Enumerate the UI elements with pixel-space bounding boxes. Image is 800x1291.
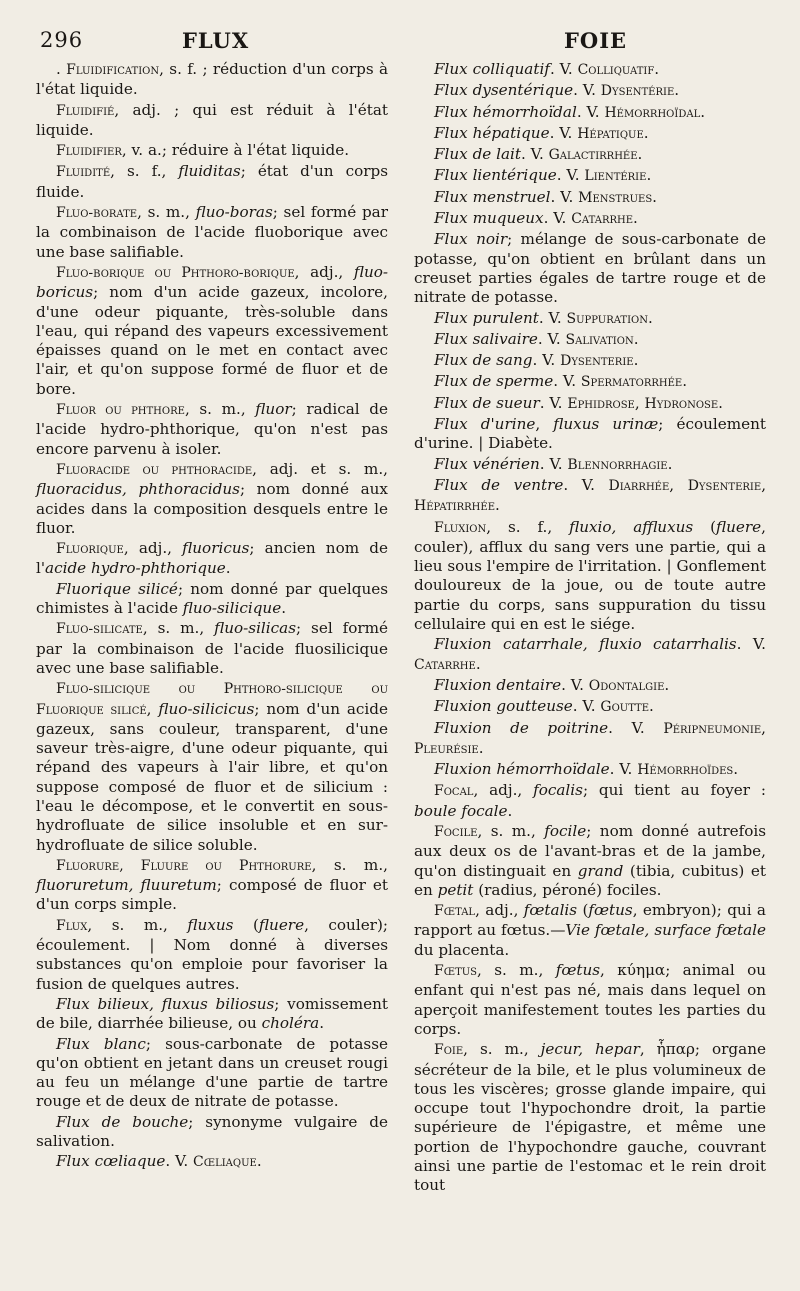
- entry-text: .: [637, 145, 643, 164]
- dictionary-entry: [414, 961, 766, 1039]
- headword: Fluor ou phthore: [56, 402, 185, 419]
- entry-text: . V.: [549, 60, 578, 78]
- entry-text: , adj. et s. m.,: [252, 459, 388, 478]
- italic-term: fluor: [255, 400, 292, 419]
- italic-term: fluiditas: [178, 162, 241, 181]
- entry-text: ; état d'un corps fluide.: [36, 162, 388, 201]
- entry-text: .: [700, 102, 706, 121]
- entry-text: .: [682, 372, 688, 391]
- entry-text: .: [507, 801, 513, 820]
- entry-text: , s. m.,: [137, 203, 196, 222]
- entry-text: ; sel formé par la combinaison de l'acide fluosilicique avec une base salifiable.: [36, 619, 388, 677]
- dictionary-entry: [414, 372, 766, 392]
- dictionary-entry: [414, 60, 766, 80]
- headword: Fluxion: [434, 519, 487, 536]
- dictionary-entry: [414, 351, 766, 371]
- entry-text: .: [633, 329, 639, 348]
- italic-term: Fluxion hémorrhoïdale: [434, 760, 610, 779]
- entry-text: ,: [634, 393, 645, 412]
- entry-text: ,: [146, 699, 159, 718]
- headword: Hydronose: [644, 395, 719, 412]
- italic-term: fluere: [258, 915, 305, 934]
- dictionary-entry: [414, 124, 766, 144]
- dictionary-entry: [414, 760, 766, 780]
- italic-term: fluoruretum, fluuretum: [36, 876, 217, 895]
- headword: Odontalgie: [588, 677, 665, 694]
- page-header: [36, 28, 766, 58]
- dictionary-entry: [414, 394, 766, 414]
- entry-text: , s. m.,: [311, 855, 388, 874]
- italic-term: fluoracidus, phthoracidus: [36, 480, 240, 499]
- right-column: [414, 60, 766, 1197]
- entry-text: ,: [761, 718, 766, 737]
- headword: Catarrhe: [571, 211, 634, 228]
- entry-text: ; sel formé par la combinaison de l'acide fluoborique avec une base salifiable.: [36, 203, 388, 261]
- entry-text: . V.: [561, 675, 589, 694]
- italic-term: Flux de bouche: [56, 1112, 189, 1131]
- headword: Dysenterie: [687, 477, 762, 494]
- headword: Spermatorrhée: [580, 374, 683, 391]
- headword: Hépatirrhée: [414, 498, 495, 515]
- entry-text: . V.: [550, 187, 579, 206]
- italic-term: Flux colliquatif: [434, 60, 550, 78]
- entry-text: .: [733, 760, 739, 779]
- headword: Dysentérie: [600, 83, 675, 100]
- entry-text: ; nom donné aux acides dans la composition desquels entre le fluor.: [36, 480, 388, 537]
- entry-text: .: [56, 60, 67, 78]
- dictionary-entry: [36, 400, 388, 459]
- entry-text: ; composé de fluor et d'un corps simple.: [36, 876, 388, 914]
- entry-text: ; vomissement de bile, diarrhée bilieuse, ou: [36, 994, 388, 1033]
- entry-text: ; sous-carbonate de potasse qu'on obtient en jetant dans un creuset rougi au feu un mélange d'une partie de tartre rouge et de deux de nitrate de potasse.: [36, 1034, 388, 1111]
- entry-text: ; nom d'un acide gazeux, sans couleur, transparent, d'une saveur très-aigre, d'une odeur piquante, qui répand des vapeurs à l'air libre, et qu'on suppose composé de fluor et de silicium : l'eau le décompose, et le convertit en sous-hydrofluate de silice insoluble et en sur-hydrofluate de silice soluble.: [36, 699, 389, 854]
- italic-term: Flux bilieux, fluxus biliosus: [56, 994, 275, 1013]
- dictionary-entry: [414, 635, 766, 675]
- italic-term: Fluxion de poitrine: [434, 718, 609, 737]
- headword: Dysenterie: [560, 353, 634, 370]
- entry-text: .: [319, 1014, 325, 1033]
- dictionary-entry: [414, 455, 766, 475]
- entry-text: . V.: [532, 351, 561, 370]
- headword: Fœtal: [434, 903, 476, 920]
- entry-text: . V.: [549, 123, 578, 142]
- headword: Diarrhée: [608, 477, 670, 494]
- headword: Fluo-borique ou Phthoro-borique: [56, 264, 295, 281]
- entry-text: . V.: [165, 1152, 193, 1171]
- entry-text: . V.: [572, 697, 601, 716]
- italic-term: fœtus: [555, 961, 601, 980]
- entry-text: ; qui tient au foyer :: [582, 781, 766, 800]
- entry-text: , v. a.; réduire à l'état liquide.: [121, 141, 350, 160]
- italic-term: focalis: [533, 781, 583, 800]
- dictionary-entry: [36, 162, 388, 202]
- italic-term: fluo-boricus: [36, 262, 388, 302]
- dictionary-entry: [414, 145, 766, 165]
- entry-text: ; nom donné autrefois aux deux os de l'avant-bras et de la jambe, qu'on distinguait en: [414, 821, 766, 880]
- italic-term: Flux cœliaque: [56, 1152, 166, 1171]
- dictionary-entry: [36, 141, 388, 161]
- italic-term: Flux blanc: [56, 1034, 146, 1053]
- entry-text: . V.: [553, 372, 581, 391]
- dictionary-entry: [414, 209, 766, 229]
- entry-text: du placenta.: [414, 940, 510, 959]
- entry-text: , adj.,: [475, 901, 524, 920]
- dictionary-entry: [36, 263, 388, 399]
- italic-term: jecur, hepar: [540, 1040, 640, 1059]
- entry-text: . V.: [576, 102, 605, 121]
- entry-text: , κύημα; animal ou enfant qui n'est pas né, mais dans lequel on aperçoit manifestement toutes les parties du corps.: [414, 961, 766, 1038]
- dictionary-entry: [36, 995, 388, 1034]
- headword: Hépatique: [577, 125, 644, 142]
- headword: Fluidification: [66, 62, 160, 78]
- headword: Péripneumonie: [663, 720, 762, 737]
- headword: Fluorure, Fluure ou Phthorure: [56, 857, 312, 874]
- entry-text: , s. m.,: [477, 961, 556, 980]
- dictionary-entry: [36, 1113, 388, 1152]
- entry-text: .: [633, 351, 639, 370]
- entry-text: .: [281, 599, 287, 618]
- dictionary-entry: [36, 60, 388, 100]
- entry-text: .: [674, 81, 680, 100]
- entry-text: , s. f.,: [110, 162, 179, 181]
- headword: Lientérie: [584, 168, 647, 185]
- entry-text: . V.: [543, 209, 572, 228]
- headword: Fluidifier: [56, 143, 122, 160]
- headword: Colliquatif: [577, 62, 655, 78]
- italic-term: fluo-silicique: [182, 599, 282, 618]
- headword: Fluoracide ou phthoracide: [56, 461, 253, 478]
- entry-text: ; radical de l'acide hydro-phthorique, qu'on n'est pas encore parvenu à isoler.: [36, 400, 388, 458]
- entry-text: , ἧπαρ; organe sécréteur de la bile, et le plus volumineux de tous les viscères; grosse glande impaire, qui occupe tout l'hypochondre droit, la partie supérieure de l'épigastre, et même une portion de l'hypochondre gauche, couvrant ainsi une partie de l'estomac et le rein droit tout: [414, 1040, 766, 1195]
- entry-text: , s. m.,: [477, 821, 545, 840]
- left-column: [36, 60, 388, 1197]
- italic-term: fœtalis: [523, 901, 578, 920]
- entry-text: . V.: [539, 393, 568, 412]
- dictionary-entry: [414, 518, 766, 635]
- entry-text: .: [664, 675, 670, 694]
- italic-term: Fluxion catarrhale, fluxio catarrhalis: [434, 635, 737, 654]
- italic-term: acide hydro-phthorique: [45, 559, 226, 578]
- entry-text: , s. m.,: [142, 619, 215, 638]
- dictionary-entry: [414, 230, 766, 307]
- headword: Catarrhe: [414, 656, 476, 673]
- entry-text: .: [495, 496, 500, 515]
- headword: Ephidrose: [567, 395, 635, 412]
- entry-text: ; nom d'un acide gazeux, incolore, d'une odeur piquante, très-soluble dans l'eau, qui répand des vapeurs excessivement épaisses quand on le met en contact avec l'air, et qu'on suppose formé de fluor et de bore.: [36, 283, 388, 398]
- dictionary-entry: [414, 81, 766, 101]
- entry-text: .: [718, 393, 723, 412]
- italic-term: Fluorique silicé: [56, 579, 178, 598]
- entry-text: (tibia, cubitus) et en: [414, 861, 766, 899]
- italic-term: fluoricus: [182, 539, 250, 558]
- entry-text: , s. m.,: [87, 915, 188, 934]
- entry-text: , couler), afflux du sang vers une partie, qui a lieu sous l'empire de l'irritation. | Gonflement douloureux de la joue, ou de toute autre partie du corps, sans suppuration du tissu cellulaire qui en est le siége.: [414, 517, 766, 634]
- headword: Galactirrhée: [548, 147, 638, 164]
- entry-text: .: [478, 738, 484, 757]
- entry-text: , s. m.,: [463, 1040, 541, 1059]
- headword: Hémorrhoïdes: [637, 762, 734, 779]
- entry-text: .: [649, 697, 654, 716]
- italic-term: fluo-silicicus: [158, 699, 255, 718]
- entry-text: , adj.,: [123, 539, 183, 558]
- italic-term: fluo-silicas: [214, 619, 297, 638]
- dictionary-entry: [414, 719, 766, 760]
- dictionary-entry: [36, 679, 388, 855]
- italic-term: fœtus: [588, 901, 633, 920]
- headword: Blennorrhagie: [567, 456, 668, 473]
- italic-term: Flux de sperme: [434, 372, 554, 391]
- dictionary-entry: [36, 101, 388, 141]
- italic-term: Flux de lait: [434, 145, 521, 164]
- italic-term: Flux purulent: [434, 308, 539, 327]
- italic-term: Flux menstruel: [434, 187, 551, 206]
- page-number: 296: [40, 28, 84, 52]
- dictionary-entry: [36, 916, 388, 994]
- italic-term: petit: [437, 880, 474, 899]
- italic-term: fluere: [716, 517, 762, 536]
- headword: Fœtus: [434, 963, 478, 980]
- entry-text: ,: [669, 475, 688, 494]
- italic-term: Fluxion dentaire: [434, 675, 562, 694]
- italic-term: boule focale: [414, 801, 508, 820]
- italic-term: Vie fœtale, surface fœtale: [565, 921, 766, 940]
- entry-text: , s. f. ; réduction d'un corps à l'état liquide.: [36, 60, 389, 99]
- italic-term: Flux salivaire: [434, 329, 538, 348]
- italic-term: Flux hémorrhoïdal: [434, 102, 577, 121]
- headword: Fluidifié: [56, 102, 115, 119]
- italic-term: fluxio, affluxus: [569, 517, 694, 536]
- running-head-right: FOIE: [564, 28, 628, 53]
- entry-text: (: [693, 517, 717, 536]
- headword: Hémorrhoïdal: [604, 104, 701, 121]
- dictionary-entry: [36, 619, 388, 678]
- dictionary-entry: [414, 309, 766, 329]
- entry-text: ,: [535, 415, 554, 434]
- headword: Fluo-borate: [56, 205, 138, 222]
- entry-text: ,: [761, 475, 767, 494]
- entry-text: .: [643, 123, 649, 142]
- entry-text: .: [633, 209, 638, 228]
- entry-text: ; nom donné par quelques chimistes à l'acide: [36, 579, 389, 618]
- entry-text: ; synonyme vulgaire de salivation.: [36, 1112, 388, 1151]
- headword: Fluo-silicate: [56, 621, 143, 638]
- entry-text: , embryon); qui a rapport au fœtus.—: [414, 901, 766, 940]
- entry-text: .: [225, 559, 231, 578]
- italic-term: Fluxion goutteuse: [434, 697, 573, 716]
- dictionary-entry: [414, 188, 766, 208]
- dictionary-entry: [414, 822, 766, 900]
- headword: Salivation: [565, 331, 634, 348]
- entry-text: , s. f.,: [486, 517, 570, 536]
- dictionary-entry: [414, 166, 766, 186]
- headword: Foie: [434, 1042, 464, 1059]
- entry-text: .: [647, 308, 653, 327]
- entry-text: (: [233, 915, 259, 934]
- entry-text: .: [667, 454, 673, 473]
- entry-text: (: [577, 901, 589, 920]
- text-columns: [36, 60, 766, 1197]
- entry-text: .: [475, 654, 481, 673]
- italic-term: fluo-boras: [195, 203, 273, 222]
- entry-text: ; mélange de sous-carbonate de potasse, qu'on obtient en brûlant dans un creuset parties égales de tartre rouge et de nitrate de potasse.: [414, 230, 766, 307]
- headword: Goutte: [600, 699, 650, 716]
- entry-text: , s. m.,: [184, 400, 256, 419]
- dictionary-entry: [36, 856, 388, 915]
- dictionary-entry: [414, 901, 766, 960]
- headword: Menstrues: [578, 189, 653, 206]
- entry-text: . V.: [538, 308, 567, 327]
- italic-term: Flux vénérien: [434, 454, 540, 473]
- entry-text: .: [654, 60, 660, 78]
- italic-term: Flux de sang: [434, 351, 533, 370]
- italic-term: Flux dysentérique: [434, 81, 574, 100]
- entry-text: . V.: [609, 760, 638, 779]
- entry-text: . V.: [537, 329, 566, 348]
- dictionary-entry: [414, 676, 766, 696]
- entry-text: . V.: [563, 475, 609, 494]
- italic-term: Flux d'urine: [434, 415, 536, 434]
- italic-term: grand: [577, 861, 624, 880]
- entry-text: . V.: [736, 635, 766, 654]
- headword: Pleurésie: [414, 740, 479, 757]
- headword: Focal: [434, 783, 474, 800]
- entry-text: , adj.,: [473, 781, 534, 800]
- dictionary-entry: [36, 539, 388, 579]
- dictionary-entry: [414, 330, 766, 350]
- dictionary-entry: [414, 697, 766, 717]
- entry-text: ; ancien nom de l': [36, 539, 389, 578]
- italic-term: Flux de ventre: [434, 475, 564, 494]
- entry-text: .: [652, 187, 657, 206]
- entry-text: , adj. ; qui est réduit à l'état liquide.: [36, 100, 388, 139]
- entry-text: .: [646, 166, 652, 185]
- headword: Fluidité: [56, 164, 111, 181]
- headword: Fluo-silicique ou Phthoro-silicique ou Fluorique silicé: [36, 681, 388, 718]
- entry-text: , adj.,: [294, 262, 354, 281]
- italic-term: fluxus urinæ: [553, 415, 659, 434]
- dictionary-entry: [36, 1035, 388, 1112]
- italic-term: choléra: [261, 1014, 320, 1033]
- dictionary-entry: [414, 103, 766, 123]
- italic-term: Flux lientérique: [434, 166, 557, 185]
- italic-term: Flux hépatique: [434, 123, 550, 142]
- dictionary-entry: [36, 580, 388, 619]
- dictionary-entry: [36, 1152, 388, 1172]
- entry-text: . V.: [539, 454, 568, 473]
- entry-text: , couler); écoulement. | Nom donné à diverses substances qu'on emploie pour favoriser la fusion de quelques autres.: [36, 915, 388, 993]
- italic-term: Flux noir: [434, 230, 508, 249]
- dictionary-entry: [414, 781, 766, 821]
- italic-term: focile: [544, 821, 587, 840]
- entry-text: . V.: [520, 145, 549, 164]
- entry-text: . V.: [573, 81, 601, 100]
- italic-term: Flux muqueux: [434, 209, 544, 228]
- headword: Focile: [434, 823, 478, 840]
- entry-text: . V.: [556, 166, 585, 185]
- entry-text: ; écoulement d'urine. | Diabète.: [414, 415, 766, 453]
- italic-term: Flux de sueur: [434, 393, 540, 412]
- dictionary-entry: [36, 203, 388, 262]
- headword: Suppuration: [566, 310, 648, 327]
- entry-text: . V.: [608, 718, 664, 737]
- running-head-left: FLUX: [182, 28, 250, 53]
- dictionary-entry: [414, 415, 766, 454]
- headword: Fluorique: [56, 541, 124, 558]
- entry-text: (radius, péroné) fociles.: [473, 880, 662, 899]
- entry-text: .: [256, 1152, 262, 1171]
- headword: Flux: [56, 917, 88, 934]
- headword: Cœliaque: [192, 1154, 257, 1171]
- dictionary-entry: [414, 1040, 766, 1195]
- italic-term: fluxus: [187, 915, 234, 934]
- dictionary-entry: [36, 460, 388, 538]
- dictionary-entry: [414, 476, 766, 517]
